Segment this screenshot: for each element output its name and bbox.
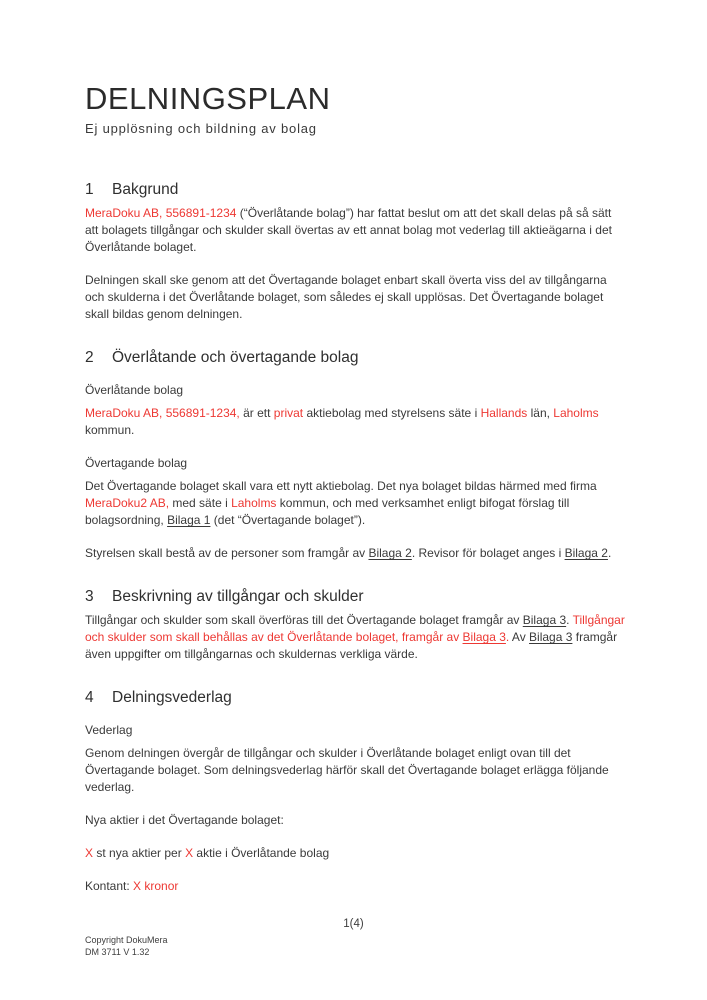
section-number: 2	[85, 349, 94, 366]
section-number: 1	[85, 181, 94, 198]
sub-heading	[85, 722, 627, 739]
paragraph	[85, 845, 627, 862]
text-segment: Genom delningen övergår de tillgångar och skulder i Överlåtande bolaget enligt ovan till det Övertagande bolaget. Som delningsvederlag härför skall det Övertagande bolaget erlägga följande vederlag.	[85, 746, 609, 794]
text-segment: (det “Övertagande bolaget”).	[210, 513, 366, 527]
text-segment: Vederlag	[85, 723, 133, 737]
section-overlatande-och-overtagande-bolag	[85, 349, 627, 562]
text-segment: MeraDoku AB, 556891-1234	[85, 206, 237, 220]
text-segment: Bilaga 2	[564, 546, 608, 560]
text-segment: Hallands	[480, 406, 528, 420]
text-segment: kommun, och med verksamhet enligt bifogat förslag till bolagsordning,	[85, 496, 570, 527]
document-content	[85, 0, 627, 895]
copyright-line: DM 3711 V 1.32	[85, 947, 150, 957]
text-segment: Laholms	[553, 406, 599, 420]
section-heading-text: Beskrivning av tillgångar och skulder	[112, 588, 364, 605]
text-segment: län,	[527, 406, 554, 420]
text-segment: Det Övertagande bolaget skall vara ett nytt aktiebolag. Det nya bolaget bildas härmed med firma	[85, 479, 597, 493]
text-segment: kommun.	[85, 423, 135, 437]
text-segment: Styrelsen skall bestå av de personer som framgår av	[85, 546, 369, 560]
paragraph	[85, 745, 627, 796]
paragraph	[85, 878, 627, 895]
document-subtitle: Ej upplösning och bildning av bolag	[85, 121, 317, 136]
paragraph	[85, 478, 627, 529]
text-segment: X	[185, 846, 194, 860]
section-beskrivning-av-tillgangar-och-skulder	[85, 588, 627, 663]
text-segment: MeraDoku2 AB,	[85, 496, 170, 510]
section-heading	[85, 689, 627, 706]
text-segment: Bilaga 2	[368, 546, 412, 560]
text-segment: aktiebolag med styrelsens säte i	[303, 406, 481, 420]
text-segment: Delningen skall ske genom att det Övertagande bolaget enbart skall överta viss del av tillgångarna och skulderna i det Överlåtande bolaget, som således ej skall upplösas. Det Övertagande bolaget skall bildas genom delningen.	[85, 273, 607, 321]
section-heading-text: Bakgrund	[112, 181, 179, 198]
page-number: 1(4)	[343, 918, 364, 930]
text-segment: .	[505, 630, 510, 644]
text-segment: Överlåtande bolag	[85, 383, 184, 397]
paragraph	[85, 272, 627, 323]
paragraph	[85, 812, 627, 829]
text-segment: X kronor	[133, 879, 179, 893]
copyright-block	[85, 934, 168, 958]
text-segment: aktie i Överlåtande bolag	[193, 846, 330, 860]
text-segment: MeraDoku AB, 556891-1234,	[85, 406, 240, 420]
section-number: 4	[85, 689, 94, 706]
copyright-line: Copyright DokuMera	[85, 935, 168, 945]
text-segment: Tillgångar och skulder som skall behållas av det Överlåtande bolaget, framgår av	[85, 613, 625, 644]
document-title: DELNINGSPLAN	[85, 81, 331, 116]
section-heading-text: Överlåtande och övertagande bolag	[112, 349, 359, 366]
text-segment: . Revisor för bolaget anges i	[411, 546, 565, 560]
text-segment: Tillgångar och skulder som skall överföras till det Övertagande bolaget framgår av	[85, 613, 523, 627]
text-segment: X	[85, 846, 94, 860]
text-segment: Bilaga 3	[529, 630, 573, 644]
paragraph	[85, 405, 627, 439]
text-segment: .	[607, 546, 612, 560]
text-segment: st nya aktier per	[93, 846, 186, 860]
sub-heading	[85, 382, 627, 399]
text-segment: Kontant:	[85, 879, 134, 893]
text-segment: (“Överlåtande bolag”) har fattat beslut om att det skall delas på så sätt att bolagets tillgångar och skulder skall övertas av ett annat bolag mot vederlag till aktieägarna i det Överlåtande bolaget.	[85, 206, 612, 254]
section-number: 3	[85, 588, 94, 605]
paragraph	[85, 205, 627, 256]
text-segment: Övertagande bolag	[85, 456, 188, 470]
section-heading-text: Delningsvederlag	[112, 689, 232, 706]
section-bakgrund	[85, 181, 627, 323]
text-segment: är ett	[239, 406, 274, 420]
sub-heading	[85, 455, 627, 472]
section-heading	[85, 588, 627, 605]
text-segment: Nya aktier i det Övertagande bolaget:	[85, 813, 284, 827]
section-heading	[85, 181, 627, 198]
text-segment: privat	[273, 406, 304, 420]
paragraph	[85, 545, 627, 562]
text-segment: Bilaga 3	[522, 613, 567, 627]
paragraph	[85, 612, 627, 663]
text-segment: .	[566, 613, 573, 627]
section-heading	[85, 349, 627, 366]
text-segment: Laholms	[231, 496, 277, 510]
section-delningsvederlag	[85, 689, 627, 895]
text-segment: framgår även uppgifter om tillgångarnas och skuldernas verkliga värde.	[85, 630, 618, 661]
text-segment: Av	[509, 630, 530, 644]
text-segment: med säte i	[169, 496, 232, 510]
text-segment: Bilaga 3	[462, 630, 506, 644]
text-segment: Bilaga 1	[167, 513, 211, 527]
